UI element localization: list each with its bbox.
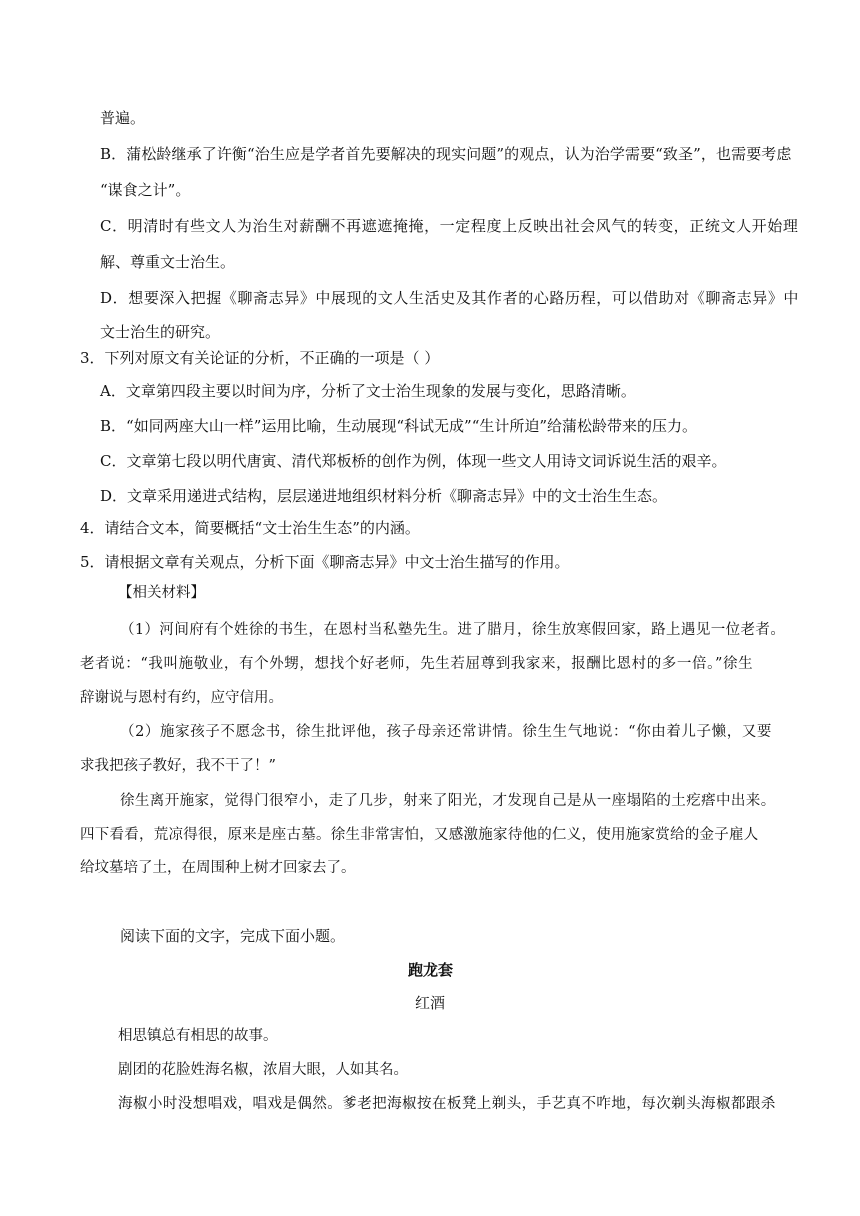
material-1-line-2: 老者说：“我叫施敬业，有个外甥，想找个好老师，先生若屈尊到我家来，报酬比恩村的多一倍。”徐生 [80,656,754,672]
option-a-continuation: 普遍。 [100,109,146,127]
question-3: 3．下列对原文有关论证的分析，不正确的一项是（ ） [80,349,440,367]
option-c-line-2: 解、尊重文士治生。 [100,253,236,271]
related-material-heading: 【相关材料】 [118,585,205,601]
option-b-line-2: “谋食之计”。 [100,181,191,199]
material-2-line-1: （2）施家孩子不愿念书，徐生批评他，孩子母亲还常讲情。徐生生气地说：“你由着儿子懒，又要 [120,724,773,740]
q3-option-c: C．文章第七段以明代唐寅、清代郑板桥的创作为例，体现一些文人用诗文词诉说生活的艰辛。 [100,452,727,470]
story-paragraph-2: 剧团的花脸姓海名椒，浓眉大眼，人如其名。 [118,1062,408,1078]
story-title: 跑龙套 [408,961,454,979]
material-3-line-1: 徐生离开施家，觉得门很窄小，走了几步，射来了阳光，才发现自己是从一座塌陷的土疙瘩中出来。 [120,793,776,809]
option-d-line-1: D．想要深入把握《聊斋志异》中展现的文人生活史及其作者的心路历程，可以借助对《聊斋志异》中 [100,289,800,307]
material-1-line-1: （1）河间府有个姓徐的书生，在恩村当私塾先生。进了腊月，徐生放寒假回家，路上遇见一位老者。 [120,622,786,638]
question-5: 5．请根据文章有关观点，分析下面《聊斋志异》中文士治生描写的作用。 [80,553,570,571]
reading-instruction: 阅读下面的文字，完成下面小题。 [120,927,346,945]
material-3-line-3: 给坟墓培了土，在周围种上树才回家去了。 [80,860,356,876]
story-author: 红酒 [415,994,446,1012]
material-3-line-2: 四下看看，荒凉得很，原来是座古墓。徐生非常害怕，又感激施家待他的仁义，使用施家赏给的金子雇人 [80,827,759,843]
option-d-line-2: 文士治生的研究。 [100,323,221,341]
story-paragraph-1: 相思镇总有相思的故事。 [118,1028,278,1044]
material-2-line-2: 求我把孩子教好，我不干了！” [80,758,276,774]
story-paragraph-3: 海椒小时没想唱戏，唱戏是偶然。爹老把海椒按在板凳上剃头，手艺真不咋地，每次剃头海椒都跟杀 [118,1096,776,1112]
option-c-line-1: C．明清时有些文人为治生对薪酬不再遮遮掩掩，一定程度上反映出社会风气的转变，正统文人开始理 [100,217,799,235]
q3-option-d: D．文章采用递进式结构，层层递进地组织材料分析《聊斋志异》中的文士治生生态。 [100,487,668,505]
q3-option-a: A．文章第四段主要以时间为序，分析了文士治生现象的发展与变化，思路清晰。 [100,382,636,400]
q3-option-b: B．“如同两座大山一样”运用比喻，生动展现“科试无成”“生计所迫”给蒲松龄带来的压力。 [100,417,698,435]
option-b-line-1: B．蒲松龄继承了许衡“治生应是学者首先要解决的现实问题”的观点，认为治学需要“致圣”，也需要考虑 [100,145,792,163]
question-4: 4．请结合文本，简要概括“文士治生生态”的内涵。 [80,519,420,537]
material-1-line-3: 辞谢说与恩村有约，应守信用。 [80,690,283,706]
